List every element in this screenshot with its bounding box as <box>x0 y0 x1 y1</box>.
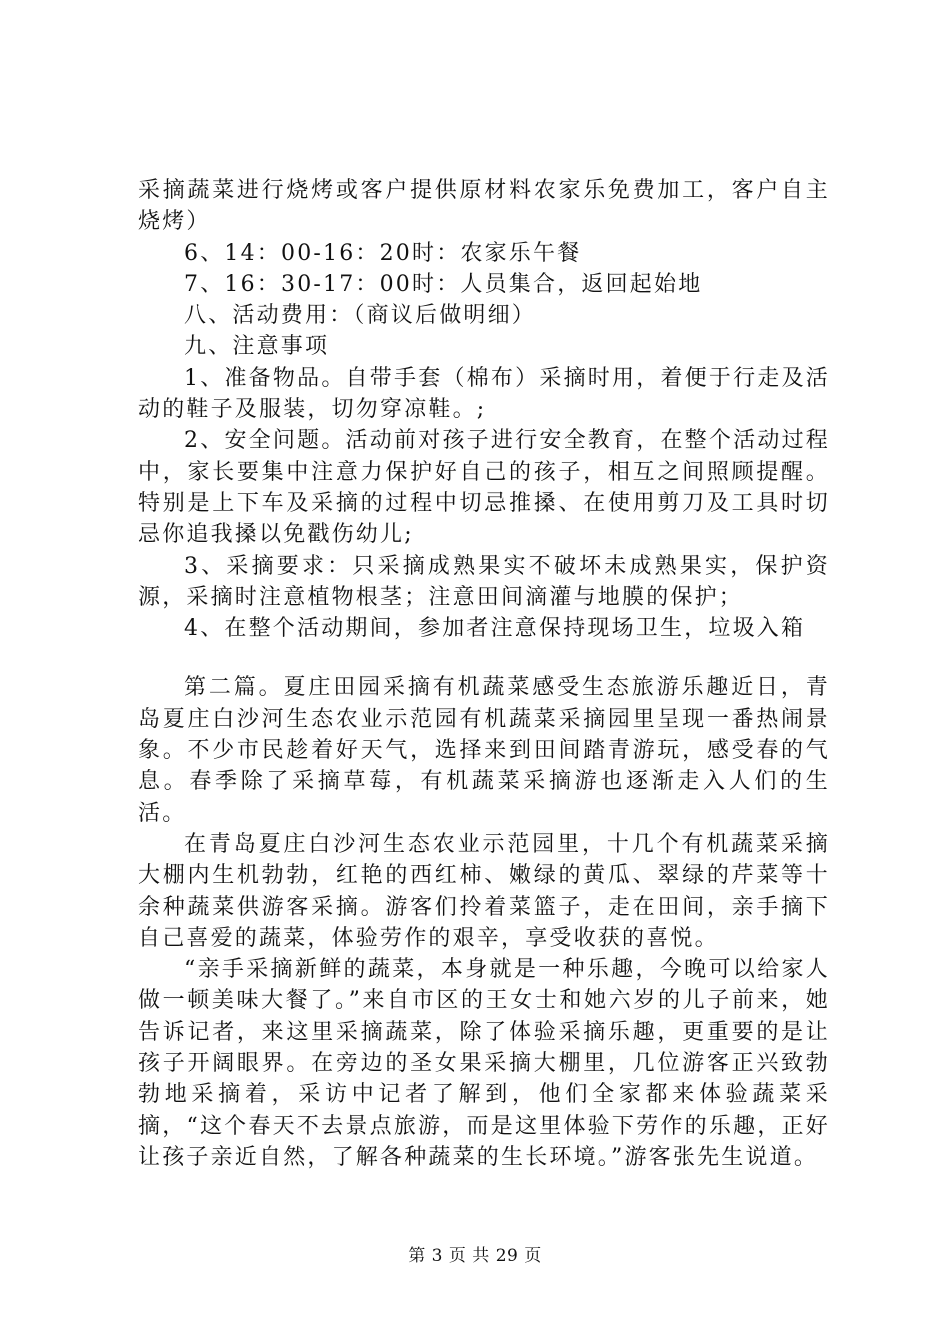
page-number-footer: 第 3 页 共 29 页 <box>408 1246 542 1266</box>
article-paragraph-2: 在青岛夏庄白沙河生态农业示范园里，十几个有机蔬菜采摘大棚内生机勃勃，红艳的西红柿、嫩绿的黄瓜、翠绿的芹菜等十余种蔬菜供游客采摘。游客们拎着菜篮子，走在田间，亲手摘下自己喜爱的蔬菜，体验劳作的艰辛，享受收获的喜悦。 <box>138 831 830 951</box>
section-heading-notes: 九、注意事项 <box>184 334 330 360</box>
note-item-1: 1、准备物品。自带手套（棉布）采摘时用，着便于行走及活动的鞋子及服装，切勿穿凉鞋。; <box>138 365 830 423</box>
article-paragraph-3: “亲手采摘新鲜的蔬菜，本身就是一种乐趣，今晚可以给家人做一顿美味大餐了。”来自市区的王女士和她六岁的儿子前来，她告诉记者，来这里采摘蔬菜，除了体验采摘乐趣，更重要的是让孩子开阔眼界。在旁边的圣女果采摘大棚里，几位游客正兴致勃勃地采摘着，采访中记者了解到，他们全家都来体验蔬菜采摘，“这个春天不去景点旅游，而是这里体验下劳作的乐趣，正好让孩子亲近自然，了解各种蔬菜的生长环境。”游客张先生说道。 <box>138 957 830 1170</box>
section-heading-fees: 八、活动费用：（商议后做明细） <box>184 303 537 329</box>
paragraph-continuation: 采摘蔬菜进行烧烤或客户提供原材料农家乐免费加工，客户自主烧烤） <box>138 178 830 235</box>
schedule-item-6: 6、14：00-16：20时：农家乐午餐 <box>184 240 582 266</box>
note-item-4: 4、在整个活动期间，参加者注意保持现场卫生，垃圾入箱 <box>184 616 806 642</box>
note-item-2: 2、安全问题。活动前对孩子进行安全教育，在整个活动过程中，家长要集中注意力保护好自己的孩子，相互之间照顾提醒。特别是上下车及采摘的过程中切忌推搡、在使用剪刀及工具时切忌你追我搡以免戳伤幼儿; <box>138 428 830 548</box>
document-body <box>138 175 830 1173</box>
section-gap <box>138 644 830 672</box>
note-item-3: 3、采摘要求：只采摘成熟果实不破坏未成熟果实，保护资源，采摘时注意植物根茎；注意田间滴灌与地膜的保护； <box>138 553 830 610</box>
schedule-item-7: 7、16：30-17：00时：人员集合，返回起始地 <box>184 271 703 297</box>
article-paragraph-1: 第二篇。夏庄田园采摘有机蔬菜感受生态旅游乐趣近日，青岛夏庄白沙河生态农业示范园有机蔬菜采摘园里呈现一番热闹景象。不少市民趁着好天气，选择来到田间踏青游玩，感受春的气息。春季除了采摘草莓，有机蔬菜采摘游也逐渐走入人们的生活。 <box>138 675 830 826</box>
